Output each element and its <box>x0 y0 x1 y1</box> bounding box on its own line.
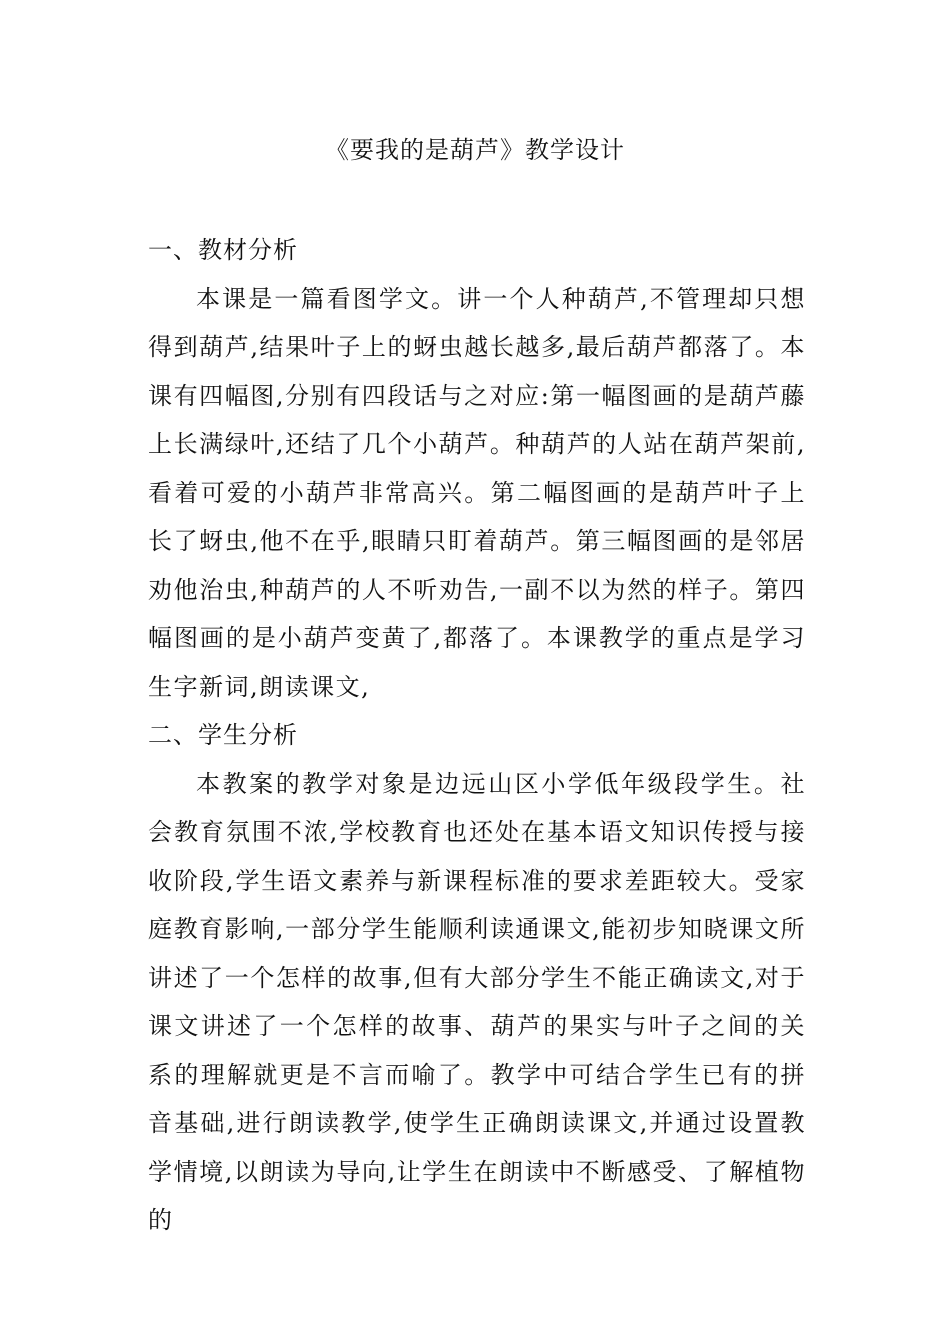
section-heading: 二、学生分析 <box>148 721 298 749</box>
section-textbook-analysis <box>148 226 806 711</box>
document-body <box>148 226 806 1245</box>
section-paragraph: 本课是一篇看图学文。讲一个人种葫芦,不管理却只想得到葫芦,结果叶子上的蚜虫越长越多,最后葫芦都落了。本课有四幅图,分别有四段话与之对应:第一幅图画的是葫芦藤上长满绿叶,还结了几个小葫芦。种葫芦的人站在葫芦架前,看着可爱的小葫芦非常高兴。第二幅图画的是葫芦叶子上长了蚜虫,他不在乎,眼睛只盯着葫芦。第三幅图画的是邻居劝他治虫,种葫芦的人不听劝告,一副不以为然的样子。第四幅图画的是小葫芦变黄了,都落了。本课教学的重点是学习生字新词,朗读课文, <box>148 284 806 701</box>
section-student-analysis <box>148 711 806 1245</box>
document-title: 《要我的是葫芦》教学设计 <box>325 136 625 164</box>
section-heading: 一、教材分析 <box>148 236 298 264</box>
section-paragraph: 本教案的教学对象是边远山区小学低年级段学生。社会教育氛围不浓,学校教育也还处在基本语文知识传授与接收阶段,学生语文素养与新课程标准的要求差距较大。受家庭教育影响,一部分学生能顺利读通课文,能初步知晓课文所讲述了一个怎样的故事,但有大部分学生不能正确读文,对于课文讲述了一个怎样的故事、葫芦的果实与叶子之间的关系的理解就更是不言而喻了。教学中可结合学生已有的拼音基础,进行朗读教学,使学生正确朗读课文,并通过设置教学情境,以朗读为导向,让学生在朗读中不断感受、了解植物的 <box>148 769 806 1234</box>
